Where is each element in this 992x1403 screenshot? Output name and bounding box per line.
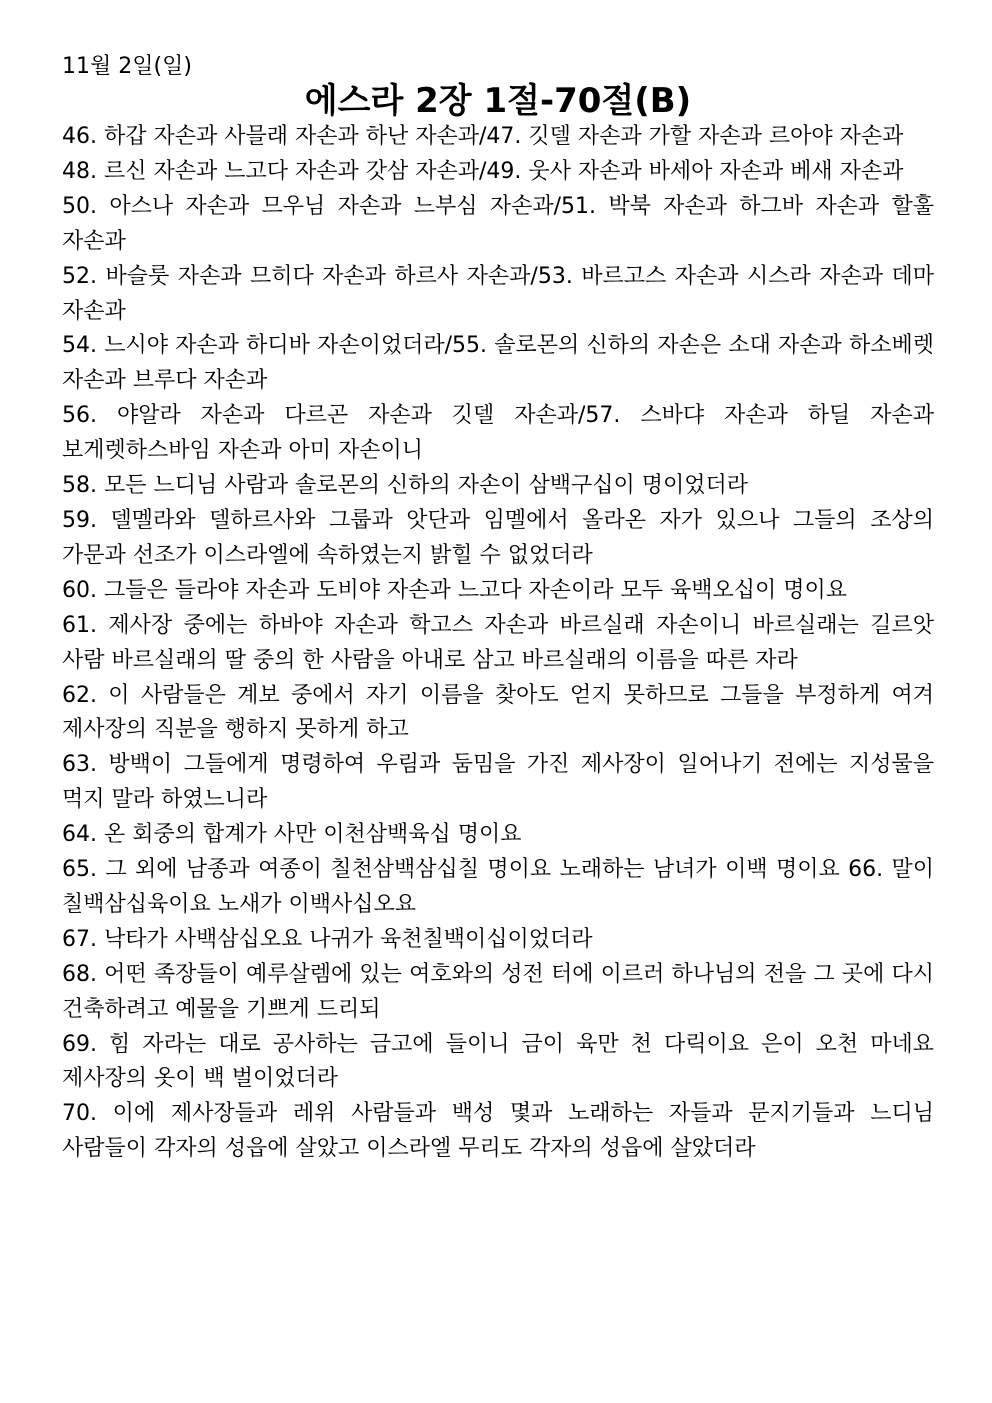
verse-paragraph: 52. 바슬룻 자손과 므히다 자손과 하르사 자손과/53. 바르고스 자손과 시스라 자손과 데마 자손과 xyxy=(62,263,934,324)
verse-list xyxy=(62,120,934,1167)
verse-paragraph: 61. 제사장 중에는 하바야 자손과 학고스 자손과 바르실래 자손이니 바르실래는 길르앗 사람 바르실래의 딸 중의 한 사람을 아내로 삼고 바르실래의 이름을 따른 자라 xyxy=(62,612,934,673)
verse-paragraph: 58. 모든 느디님 사람과 솔로몬의 신하의 자손이 삼백구십이 명이었더라 xyxy=(62,473,748,499)
verse-paragraph: 56. 야알라 자손과 다르곤 자손과 깃델 자손과/57. 스바댜 자손과 하딜 자손과 보게렛하스바임 자손과 아미 자손이니 xyxy=(62,403,934,464)
verse-paragraph: 69. 힘 자라는 대로 공사하는 금고에 들이니 금이 육만 천 다릭이요 은이 오천 마네요 제사장의 옷이 백 벌이었더라 xyxy=(62,1031,934,1092)
verse-paragraph: 67. 낙타가 사백삼십오요 나귀가 육천칠백이십이었더라 xyxy=(62,926,593,952)
verse-paragraph: 70. 이에 제사장들과 레위 사람들과 백성 몇과 노래하는 자들과 문지기들과 느디님 사람들이 각자의 성읍에 살았고 이스라엘 무리도 각자의 성읍에 살았더라 xyxy=(62,1101,934,1162)
date-line: 11월 2일(일) xyxy=(62,54,192,79)
verse-paragraph: 65. 그 외에 남종과 여종이 칠천삼백삼십칠 명이요 노래하는 남녀가 이백 명이요 66. 말이 칠백삼십육이요 노새가 이백사십오요 xyxy=(62,857,934,917)
verse-paragraph: 64. 온 회중의 합계가 사만 이천삼백육십 명이요 xyxy=(62,822,522,848)
verse-paragraph: 68. 어떤 족장들이 예루살렘에 있는 여호와의 성전 터에 이르러 하나님의 전을 그 곳에 다시 건축하려고 예물을 기쁘게 드리되 xyxy=(62,961,934,1022)
verse-paragraph: 62. 이 사람들은 계보 중에서 자기 이름을 찾아도 얻지 못하므로 그들을 부정하게 여겨 제사장의 직분을 행하지 못하게 하고 xyxy=(62,682,934,743)
verse-paragraph: 59. 델멜라와 델하르사와 그룹과 앗단과 임멜에서 올라온 자가 있으나 그들의 조상의 가문과 선조가 이스라엘에 속하였는지 밝힐 수 없었더라 xyxy=(62,507,934,568)
verse-paragraph: 54. 느시야 자손과 하디바 자손이었더라/55. 솔로몬의 신하의 자손은 소대 자손과 하소베렛 자손과 브루다 자손과 xyxy=(62,333,934,394)
page-title: 에스라 2장 1절-70절(B) xyxy=(304,81,692,121)
verse-paragraph: 50. 아스나 자손과 므우님 자손과 느부심 자손과/51. 박북 자손과 하그바 자손과 할훌 자손과 xyxy=(62,193,934,254)
verse-paragraph: 46. 하갑 자손과 사믈래 자손과 하난 자손과/47. 깃델 자손과 가할 자손과 르아야 자손과 xyxy=(62,124,904,149)
document-page xyxy=(62,52,934,1167)
verse-paragraph: 60. 그들은 들라야 자손과 도비야 자손과 느고다 자손이라 모두 육백오십이 명이요 xyxy=(62,577,847,603)
verse-paragraph: 63. 방백이 그들에게 명령하여 우림과 둠밈을 가진 제사장이 일어나기 전에는 지성물을 먹지 말라 하였느니라 xyxy=(62,752,934,813)
verse-paragraph: 48. 르신 자손과 느고다 자손과 갓삼 자손과/49. 웃사 자손과 바세아 자손과 베새 자손과 xyxy=(62,158,904,184)
